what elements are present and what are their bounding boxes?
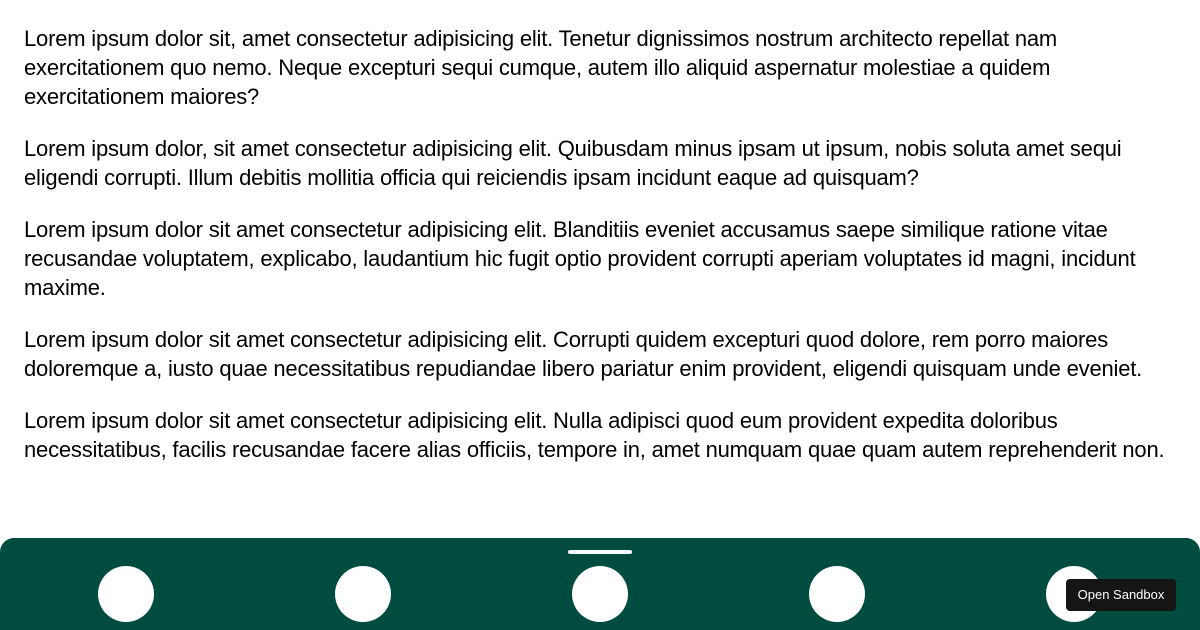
paragraph-2: Lorem ipsum dolor, sit amet consectetur adipisicing elit. Quibusdam minus ipsam ut ipsum, nobis soluta amet sequi eligendi corrupti. Illum debitis mollitia officia qui reiciendis ipsam incidunt eaque ad quisquam? — [24, 136, 1122, 190]
bottom-nav-button-4[interactable] — [809, 566, 865, 622]
paragraph-4: Lorem ipsum dolor sit amet consectetur adipisicing elit. Corrupti quidem excepturi quod dolore, rem porro maiores doloremque a, iusto quae necessitatibus repudiandae libero pariatur enim provident, eligendi quisquam unde eveniet. — [24, 327, 1143, 381]
bottom-nav-button-2[interactable] — [335, 566, 391, 622]
paragraph-1: Lorem ipsum dolor sit, amet consectetur adipisicing elit. Tenetur dignissimos nostrum architecto repellat nam exercitationem quo nemo. Neque excepturi sequi cumque, autem illo aliquid aspernatur molestiae a quidem exercitationem maiores? — [24, 26, 1058, 109]
article-content — [24, 24, 1184, 487]
drag-handle[interactable] — [568, 550, 632, 554]
open-sandbox-button[interactable]: Open Sandbox — [1066, 579, 1176, 611]
bottom-sheet — [0, 538, 1200, 630]
bottom-nav-button-3[interactable] — [572, 566, 628, 622]
bottom-nav-button-1[interactable] — [98, 566, 154, 622]
paragraph-5: Lorem ipsum dolor sit amet consectetur adipisicing elit. Nulla adipisci quod eum provident expedita doloribus necessitatibus, facilis recusandae facere alias officiis, tempore in, amet numquam quae quam autem reprehenderit non. — [24, 408, 1165, 462]
paragraph-3: Lorem ipsum dolor sit amet consectetur adipisicing elit. Blanditiis eveniet accusamus saepe similique ratione vitae recusandae voluptatem, explicabo, laudantium hic fugit optio provident corrupti aperiam voluptates id magni, incidunt maxime. — [24, 217, 1136, 300]
